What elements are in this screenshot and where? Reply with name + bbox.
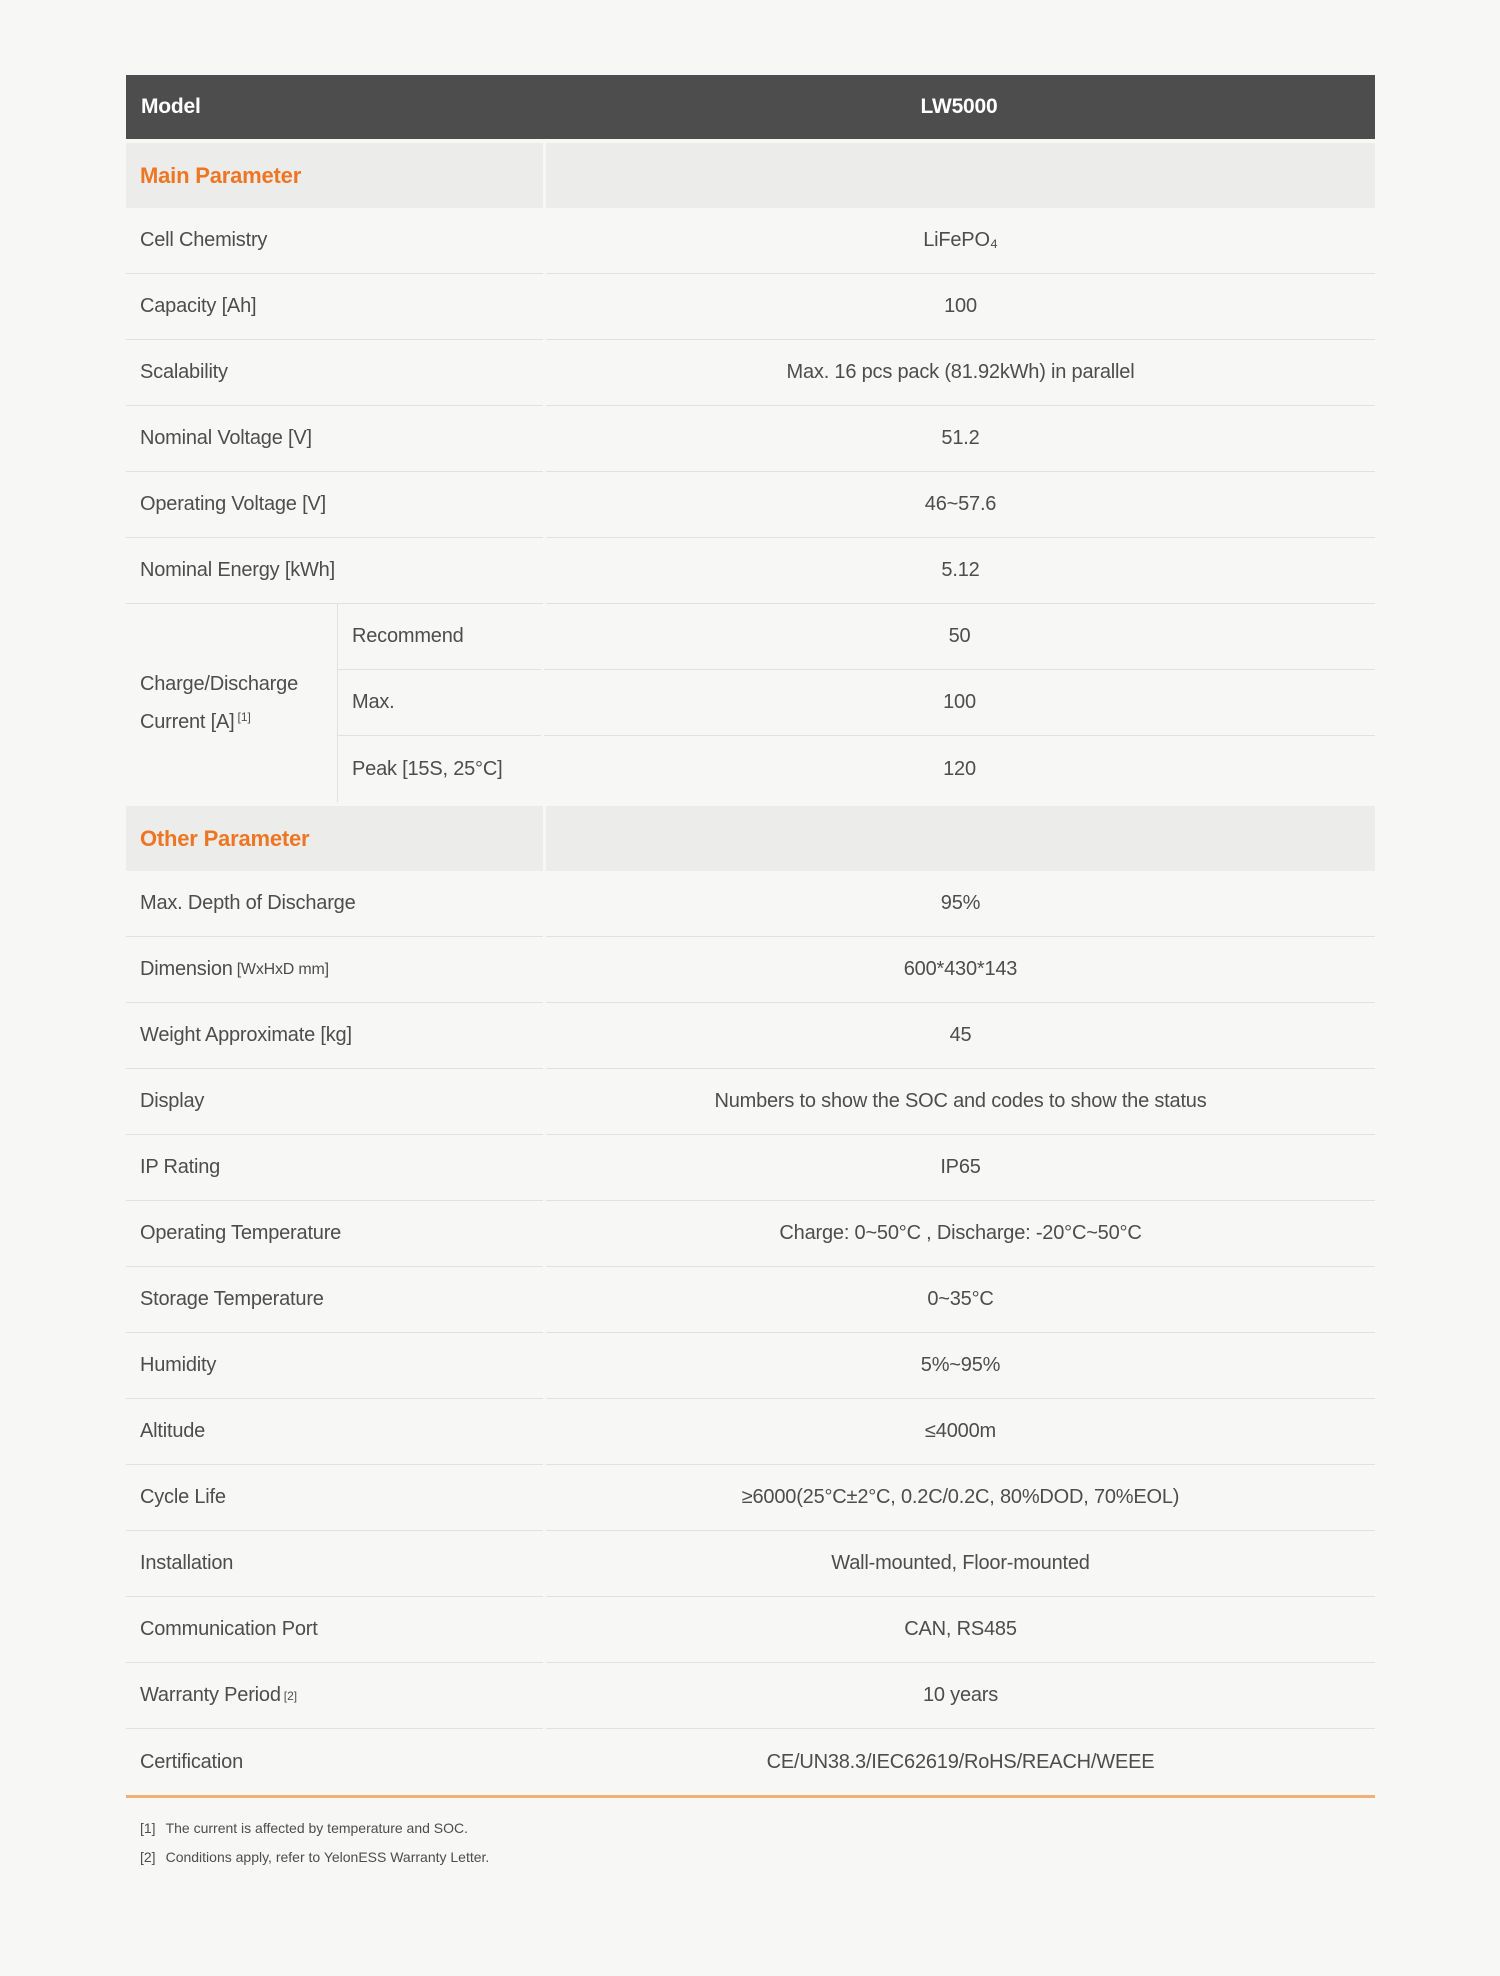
spec-label: Capacity [Ah] — [126, 274, 543, 340]
section-header-filler — [546, 143, 1375, 208]
footnotes — [126, 1814, 1375, 1872]
footnote-marker: [1] — [140, 1820, 156, 1836]
spec-label: Peak [15S, 25°C] — [352, 757, 503, 780]
spec-row-operating-temperature — [126, 1201, 1375, 1267]
spec-row-ip-rating — [126, 1135, 1375, 1201]
spec-row-installation — [126, 1531, 1375, 1597]
spec-value: 120 — [943, 757, 976, 780]
spec-value: 10 years — [546, 1663, 1375, 1729]
spec-row-capacity — [126, 274, 1375, 340]
spec-row-communication-port — [126, 1597, 1375, 1663]
spec-value: 600*430*143 — [546, 937, 1375, 1003]
spec-value: 5.12 — [546, 538, 1375, 604]
footnote-text: Conditions apply, refer to YelonESS Warranty Letter. — [165, 1849, 490, 1865]
spec-row-display — [126, 1069, 1375, 1135]
spec-value: 100 — [544, 670, 1375, 736]
spec-row-nominal-energy — [126, 538, 1375, 604]
spec-label: Display — [126, 1069, 543, 1135]
spec-value: 95% — [546, 871, 1375, 937]
spec-value: CE/UN38.3/IEC62619/RoHS/REACH/WEEE — [766, 1750, 1155, 1773]
model-label: Model — [141, 95, 201, 118]
spec-row-altitude — [126, 1399, 1375, 1465]
spec-label: Scalability — [126, 340, 543, 406]
footnote-2 — [140, 1843, 1375, 1872]
section-header-main-parameter — [126, 143, 1375, 208]
spec-value: 46~57.6 — [546, 472, 1375, 538]
spec-table — [126, 75, 1375, 1872]
footnote-ref-1: [1] — [237, 709, 251, 724]
spec-value: 51.2 — [546, 406, 1375, 472]
spec-value: Numbers to show the SOC and codes to show the status — [546, 1069, 1375, 1135]
spec-row-certification — [126, 1729, 1375, 1795]
spec-row-weight — [126, 1003, 1375, 1069]
spec-label: IP Rating — [126, 1135, 543, 1201]
spec-value: 0~35°C — [546, 1267, 1375, 1333]
section-header-other-parameter — [126, 806, 1375, 871]
spec-row-nominal-voltage — [126, 406, 1375, 472]
spec-value: Charge: 0~50°C , Discharge: -20°C~50°C — [546, 1201, 1375, 1267]
footnote-text: The current is affected by temperature and SOC. — [165, 1820, 469, 1836]
spec-value: ≤4000m — [546, 1399, 1375, 1465]
spec-row-storage-temperature — [126, 1267, 1375, 1333]
model-value: LW5000 — [920, 95, 998, 118]
spec-row-dimension — [126, 937, 1375, 1003]
spec-value: 100 — [546, 274, 1375, 340]
model-header-bar — [126, 75, 1375, 139]
group-label-line2: Current [A] [1] — [140, 709, 251, 733]
spec-label: Nominal Voltage [V] — [126, 406, 543, 472]
table-bottom-rule — [126, 1795, 1375, 1798]
spec-row-operating-voltage — [126, 472, 1375, 538]
spec-label-unit: [WxHxD mm] — [236, 960, 329, 978]
sub-row-max — [338, 670, 1375, 736]
footnote-1 — [140, 1814, 1375, 1843]
spec-row-humidity — [126, 1333, 1375, 1399]
section-title: Main Parameter — [140, 162, 302, 188]
spec-label: Cycle Life — [126, 1465, 543, 1531]
spec-label: Humidity — [126, 1333, 543, 1399]
spec-label: Recommend — [338, 604, 541, 670]
spec-value: CAN, RS485 — [546, 1597, 1375, 1663]
footnote-marker: [2] — [140, 1849, 156, 1865]
sub-row-recommend — [338, 604, 1375, 670]
spec-label: Installation — [126, 1531, 543, 1597]
spec-value: ≥6000(25°C±2°C, 0.2C/0.2C, 80%DOD, 70%EOL) — [546, 1465, 1375, 1531]
spec-row-cycle-life — [126, 1465, 1375, 1531]
section-header-title-cell — [126, 143, 543, 208]
spec-label: Communication Port — [126, 1597, 543, 1663]
spec-label: Operating Voltage [V] — [126, 472, 543, 538]
spec-label: Storage Temperature — [126, 1267, 543, 1333]
footnote-ref-2: [2] — [283, 1688, 298, 1703]
spec-value: IP65 — [546, 1135, 1375, 1201]
section-title: Other Parameter — [140, 825, 310, 851]
charge-discharge-current-group — [126, 604, 1375, 802]
sub-row-peak — [338, 736, 1375, 802]
spec-label: Max. Depth of Discharge — [126, 871, 543, 937]
spec-label: Dimension [WxHxD mm] — [126, 937, 543, 1003]
spec-label: Warranty Period [2] — [126, 1663, 543, 1729]
spec-row-max-depth-of-discharge — [126, 871, 1375, 937]
spec-label: Operating Temperature — [126, 1201, 543, 1267]
spec-label: Certification — [140, 1750, 243, 1773]
spec-label: Nominal Energy [kWh] — [126, 538, 543, 604]
spec-value: 45 — [546, 1003, 1375, 1069]
spec-row-warranty-period — [126, 1663, 1375, 1729]
section-header-filler — [546, 806, 1375, 871]
spec-label: Altitude — [126, 1399, 543, 1465]
group-label-line1: Charge/Discharge — [140, 672, 298, 695]
spec-value: Max. 16 pcs pack (81.92kWh) in parallel — [546, 340, 1375, 406]
spec-label: Weight Approximate [kg] — [126, 1003, 543, 1069]
spec-row-scalability — [126, 340, 1375, 406]
spec-value: Wall-mounted, Floor-mounted — [546, 1531, 1375, 1597]
spec-value: 5%~95% — [546, 1333, 1375, 1399]
spec-value: LiFePO₄ — [546, 208, 1375, 274]
spec-value: 50 — [544, 604, 1375, 670]
spec-label: Max. — [338, 670, 541, 736]
section-header-title-cell — [126, 806, 543, 871]
group-label — [126, 604, 334, 802]
group-sub-rows — [337, 604, 1375, 802]
spec-label: Cell Chemistry — [126, 208, 543, 274]
spec-row-cell-chemistry — [126, 208, 1375, 274]
